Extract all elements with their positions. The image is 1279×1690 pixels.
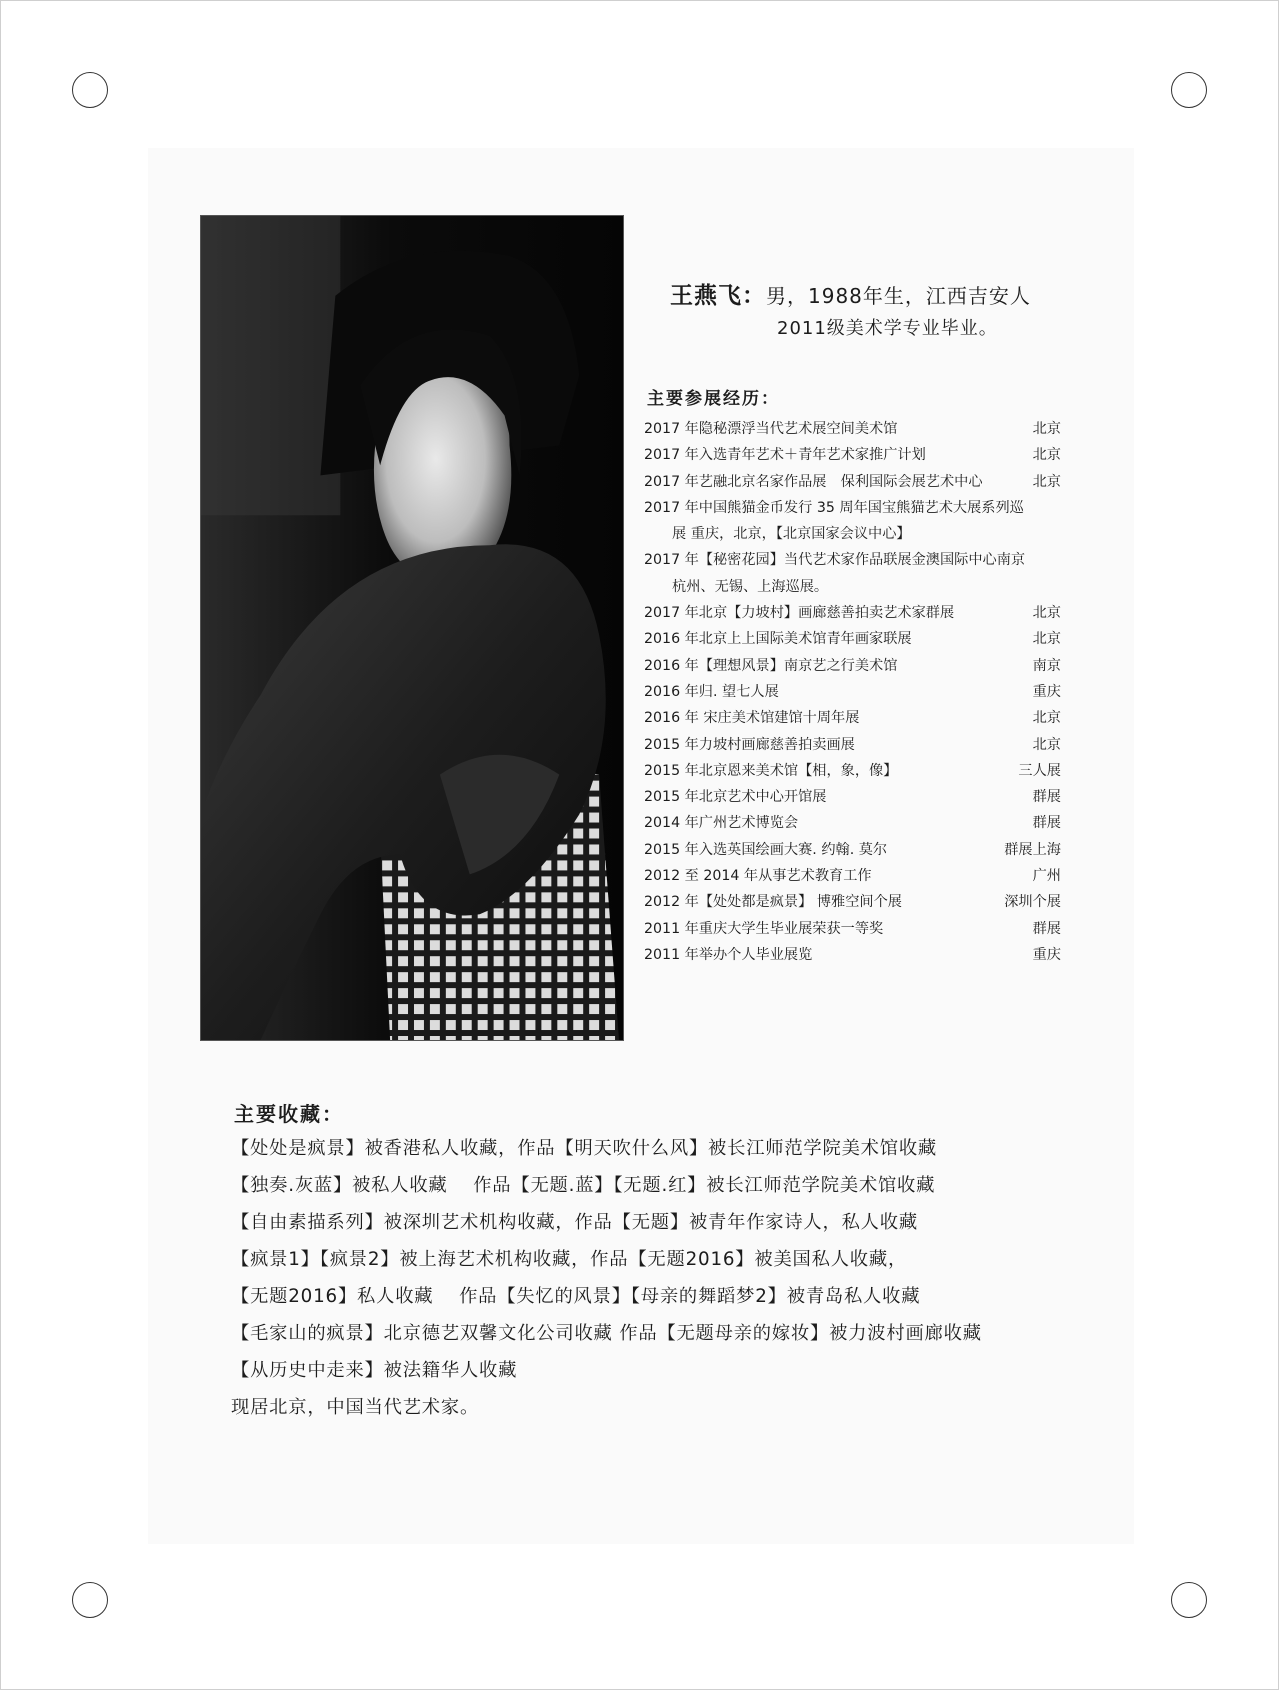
exhibition-place: 群展 [1032,789,1061,806]
exhibition-text: 2016 年北京上上国际美术馆青年画家联展 [644,631,912,648]
exhibition-text: 2017 年入选青年艺术＋青年艺术家推广计划 [644,447,926,464]
collection-line: 【无题2016】私人收藏 作品【失忆的风景】【母亲的舞蹈梦2】被青岛私人收藏 [231,1286,921,1307]
exhibition-item [644,732,1064,758]
collection-line: 【处处是疯景】被香港私人收藏，作品【明天吹什么风】被长江师范学院美术馆收藏 [231,1138,938,1159]
exhibition-place: 三人展 [1018,762,1061,779]
exhibition-place: 北京 [1032,605,1061,622]
exhibition-text: 2016 年 宋庄美术馆建馆十周年展 [644,710,860,727]
exhibition-item [644,469,1064,495]
exhibition-item [644,942,1064,968]
collections-list [231,1130,982,1426]
exhibition-place: 北京 [1032,421,1061,437]
name-colon: ： [742,283,766,309]
registration-mark-top-left [72,72,108,108]
exhibition-place: 群展上海 [1004,841,1061,858]
exhibition-item [644,916,1064,942]
exhibition-item [644,547,1064,600]
current-status-line: 现居北京，中国当代艺术家。 [231,1397,480,1418]
exhibitions-list [644,416,1064,968]
exhibition-text: 2017 年【秘密花园】当代艺术家作品联展金澳国际中心南京 [644,552,1026,569]
exhibition-place: 群展 [1032,920,1061,937]
exhibition-item [644,679,1064,705]
artist-portrait-photo [200,215,624,1041]
registration-mark-top-right [1171,72,1207,108]
exhibition-text: 2015 年北京艺术中心开馆展 [644,789,827,806]
exhibition-place: 群展 [1032,815,1061,832]
collection-line: 【疯景1】【疯景2】被上海艺术机构收藏，作品【无题2016】被美国私人收藏， [231,1249,908,1270]
exhibition-text: 2015 年北京恩来美术馆【相，象，像】 [644,762,898,779]
exhibition-text: 2012 年【处处都是疯景】 博雅空间个展 [644,894,902,911]
exhibition-text: 2014 年广州艺术博览会 [644,815,799,832]
exhibition-text: 2017 年中国熊猫金币发行 35 周年国宝熊猫艺术大展系列巡 [644,499,1024,516]
exhibition-text: 2017 年艺融北京名家作品展 保利国际会展艺术中心 [644,473,983,490]
artist-name-line [670,277,1031,310]
collections-heading: 主要收藏： [234,1102,344,1126]
exhibition-item [644,442,1064,468]
collection-line: 【从历史中走来】被法籍华人收藏 [231,1360,518,1381]
exhibitions-heading: 主要参展经历： [647,389,780,409]
exhibition-item [644,863,1064,889]
collection-line: 【独奏.灰蓝】被私人收藏 作品【无题.蓝】【无题.红】被长江师范学院美术馆收藏 [231,1175,936,1196]
exhibition-text: 2017 年北京【力坡村】画廊慈善拍卖艺术家群展 [644,605,955,622]
exhibition-place: 南京 [1032,657,1061,674]
exhibition-item [644,600,1064,626]
exhibition-text: 2012 至 2014 年从事艺术教育工作 [644,868,872,885]
exhibition-place: 北京 [1032,631,1061,648]
exhibition-place: 北京 [1032,473,1061,490]
exhibition-place: 深圳个展 [1004,894,1061,911]
exhibition-place: 重庆 [1032,946,1061,963]
collection-line: 【自由素描系列】被深圳艺术机构收藏，作品【无题】被青年作家诗人，私人收藏 [231,1212,918,1233]
exhibition-text: 2015 年入选英国绘画大赛. 约翰. 莫尔 [644,841,888,858]
registration-mark-bottom-left [72,1582,108,1618]
exhibition-item [644,653,1064,679]
exhibition-text: 2016 年归. 望七人展 [644,683,779,700]
exhibition-text: 2016 年【理想风景】南京艺之行美术馆 [644,657,898,674]
collection-line: 【毛家山的疯景】北京德艺双馨文化公司收藏 作品【无题母亲的嫁妆】被力波村画廊收藏 [231,1323,982,1344]
exhibition-text: 2011 年举办个人毕业展览 [644,946,813,963]
artist-info-line-2: 2011级美术学专业毕业。 [777,318,998,339]
exhibition-item [644,758,1064,784]
exhibition-item [644,416,1064,442]
exhibition-item [644,889,1064,915]
exhibition-text: 2015 年力坡村画廊慈善拍卖画展 [644,736,855,753]
exhibition-place: 重庆 [1032,683,1061,700]
exhibition-text: 2017 年隐秘漂浮当代艺术展空间美术馆 [644,421,898,437]
exhibition-text: 2011 年重庆大学生毕业展荣获一等奖 [644,920,884,937]
registration-mark-bottom-right [1171,1582,1207,1618]
exhibition-item [644,495,1064,548]
exhibition-place: 北京 [1032,710,1061,727]
exhibition-item [644,837,1064,863]
exhibition-item [644,810,1064,836]
exhibition-text-continued: 展 重庆，北京，【北京国家会议中心】 [672,526,911,543]
artist-info-line-1: 男，1988年生，江西吉安人 [766,284,1031,308]
artist-name: 王燕飞 [670,283,742,309]
exhibition-item [644,626,1064,652]
exhibition-place: 北京 [1032,447,1061,464]
exhibition-place: 北京 [1032,736,1061,753]
exhibition-place: 广州 [1032,868,1061,885]
exhibition-item [644,705,1064,731]
exhibition-text-continued: 杭州、无锡、上海巡展。 [672,578,829,595]
exhibition-item [644,784,1064,810]
